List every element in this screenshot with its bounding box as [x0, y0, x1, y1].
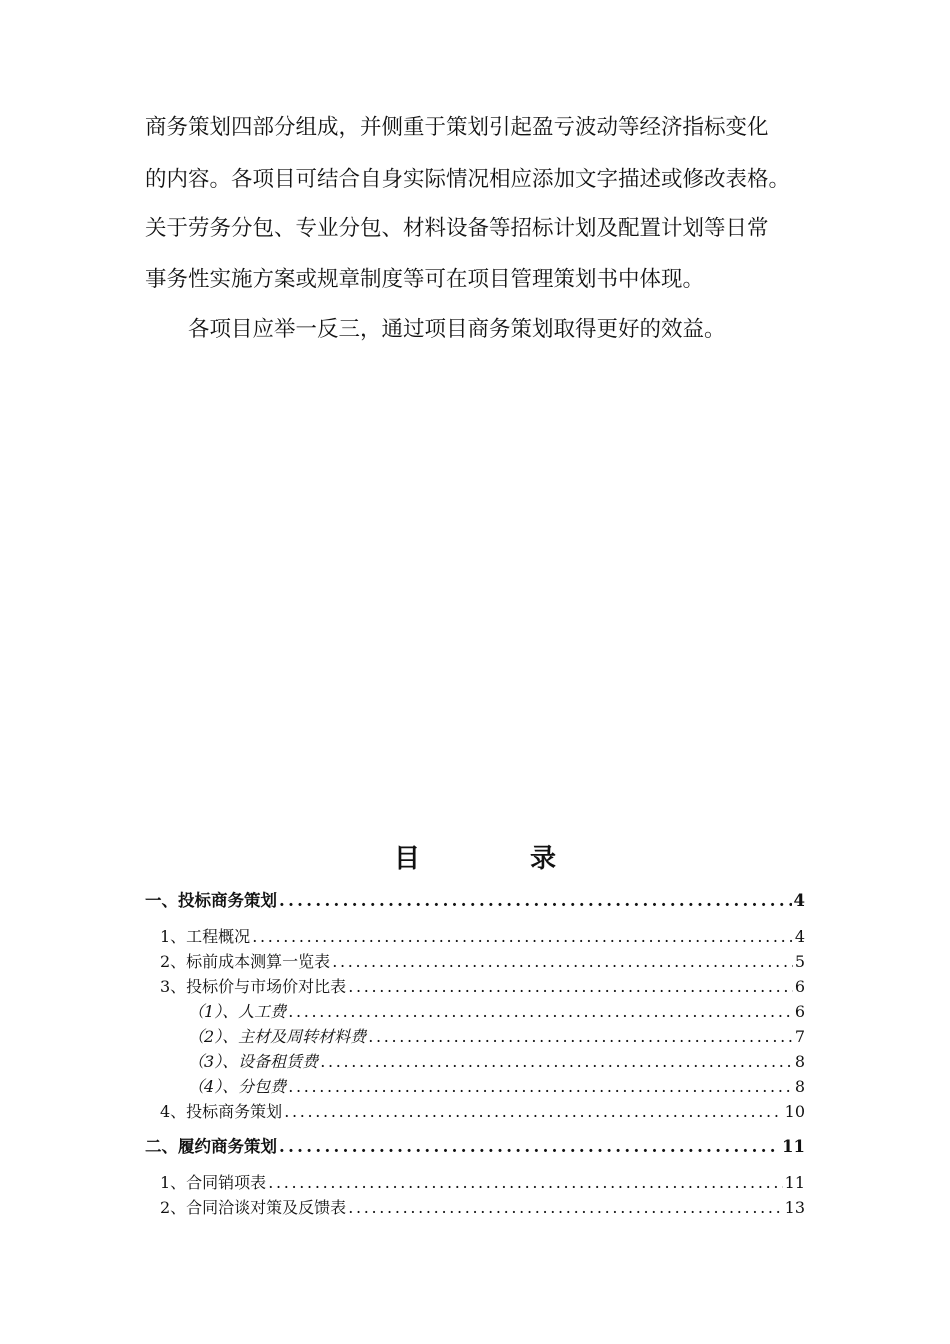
toc-entry-label: 1、合同销项表 — [160, 1173, 267, 1192]
toc-leader-dots — [268, 1173, 782, 1192]
toc-entry-label: 3、投标价与市场价对比表 — [160, 977, 347, 996]
toc-entry-label: 一、投标商务策划 — [145, 891, 277, 910]
toc-entry-section-1[interactable] — [145, 891, 805, 911]
toc-entry-page: 7 — [794, 1027, 805, 1046]
toc-entry-page: 6 — [794, 977, 805, 996]
body-paragraph-line: 关于劳务分包、专业分包、材料设备等招标计划及配置计划等日常 — [145, 216, 769, 241]
toc-entry-label: 二、履约商务策划 — [145, 1137, 277, 1156]
toc-entry-label: （1）、人工费 — [188, 1002, 287, 1021]
toc-leader-dots — [252, 927, 793, 946]
toc-title-char: 录 — [530, 844, 557, 874]
toc-leader-dots — [284, 1102, 782, 1121]
toc-leader-dots — [348, 1198, 782, 1217]
toc-entry[interactable] — [160, 1198, 805, 1217]
toc-entry[interactable] — [160, 1173, 805, 1192]
body-paragraph-line: 事务性实施方案或规章制度等可在项目管理策划书中体现。 — [145, 267, 705, 292]
toc-entry[interactable] — [160, 927, 805, 946]
toc-entry-label: 4、投标商务策划 — [160, 1102, 283, 1121]
body-paragraph-line: 商务策划四部分组成，并侧重于策划引起盈亏波动等经济指标变化 — [145, 115, 769, 140]
toc-entry[interactable] — [160, 952, 805, 971]
body-paragraph-line: 各项目应举一反三，通过项目商务策划取得更好的效益。 — [188, 317, 726, 342]
toc-entry[interactable] — [188, 1077, 805, 1096]
toc-entry-section-2[interactable] — [145, 1137, 805, 1157]
toc-leader-dots — [279, 1137, 780, 1157]
toc-leader-dots — [288, 1077, 793, 1096]
toc-entry-page: 11 — [782, 1137, 805, 1156]
toc-leader-dots — [320, 1052, 793, 1071]
toc-entry-page: 5 — [794, 952, 805, 971]
toc-entry-page: 11 — [784, 1173, 805, 1192]
toc-entry-label: 2、标前成本测算一览表 — [160, 952, 331, 971]
toc-leader-dots — [368, 1027, 793, 1046]
toc-leader-dots — [332, 952, 793, 971]
toc-entry[interactable] — [188, 1002, 805, 1021]
toc-entry-page: 4 — [794, 927, 805, 946]
toc-entry-label: （3）、设备租赁费 — [188, 1052, 319, 1071]
toc-entry-page: 4 — [793, 891, 805, 910]
toc-entry[interactable] — [188, 1052, 805, 1071]
toc-entry-page: 13 — [784, 1198, 805, 1217]
toc-entry-label: （4）、分包费 — [188, 1077, 287, 1096]
toc-entry-label: 1、工程概况 — [160, 927, 251, 946]
toc-entry-page: 10 — [784, 1102, 805, 1121]
body-paragraph-line: 的内容。各项目可结合自身实际情况相应添加文字描述或修改表格。 — [145, 167, 791, 192]
toc-entry-label: 2、合同洽谈对策及反馈表 — [160, 1198, 347, 1217]
toc-entry[interactable] — [160, 1102, 805, 1121]
toc-entry[interactable] — [188, 1027, 805, 1046]
toc-title-char: 目 — [393, 844, 420, 874]
toc-entry-page: 6 — [794, 1002, 805, 1021]
toc-entry-label: （2）、主材及周转材料费 — [188, 1027, 367, 1046]
toc-entry[interactable] — [160, 977, 805, 996]
toc-entry-page: 8 — [794, 1052, 805, 1071]
toc-entry-page: 8 — [794, 1077, 805, 1096]
toc-leader-dots — [279, 891, 792, 911]
toc-leader-dots — [288, 1002, 793, 1021]
toc-title — [0, 838, 950, 875]
toc-leader-dots — [348, 977, 793, 996]
